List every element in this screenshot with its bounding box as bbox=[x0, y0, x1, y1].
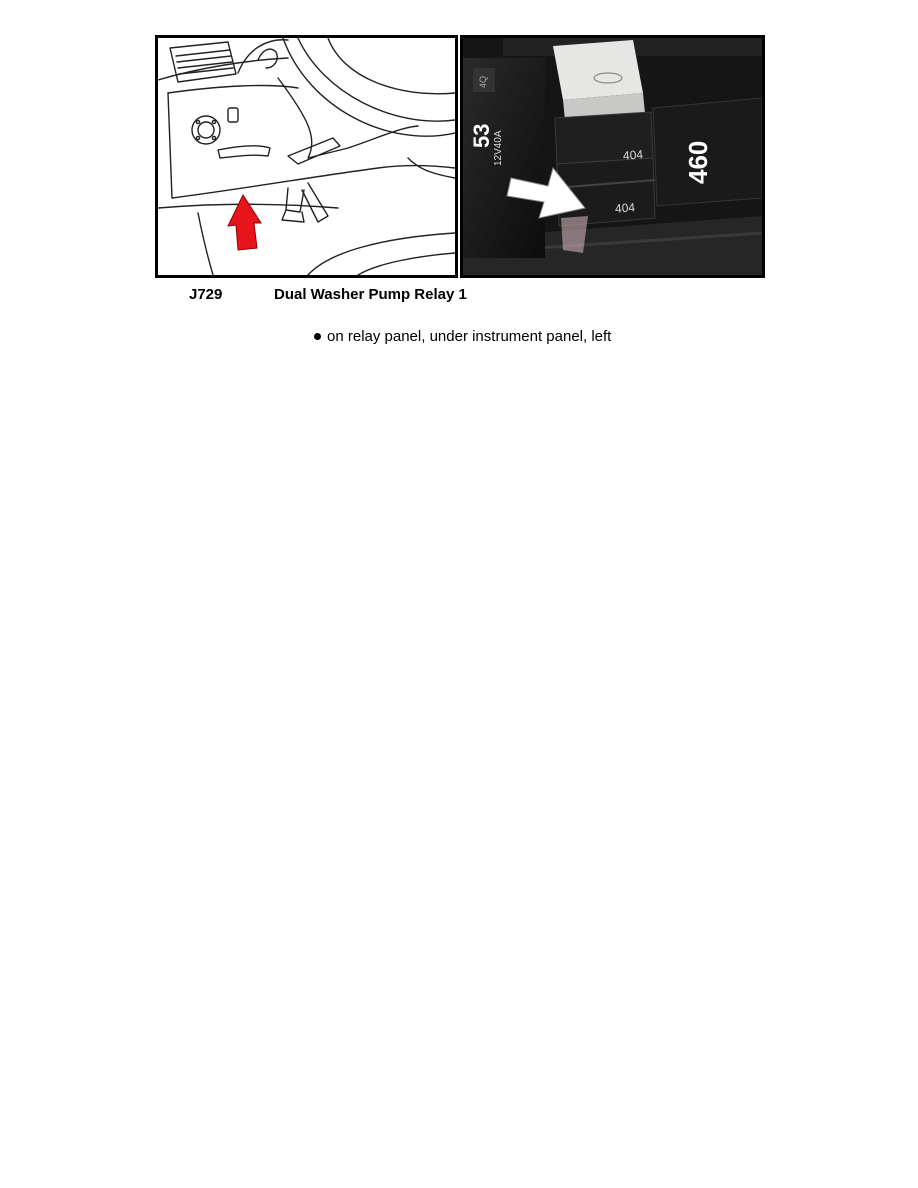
svg-text:4Q: 4Q bbox=[478, 75, 488, 88]
relay-panel-drawing bbox=[463, 38, 762, 275]
location-text: on relay panel, under instrument panel, left bbox=[327, 328, 612, 345]
footwell-illustration bbox=[155, 35, 458, 278]
component-name: Dual Washer Pump Relay 1 bbox=[274, 286, 467, 303]
location-bullet bbox=[314, 328, 611, 345]
component-code: J729 bbox=[189, 286, 223, 303]
fuse-number-label: 53 bbox=[469, 123, 494, 148]
footwell-drawing bbox=[158, 38, 455, 275]
relay-lower-number: 404 bbox=[614, 200, 636, 216]
fuse-rating-label: 12V40A bbox=[493, 130, 504, 166]
relay-right-number: 460 bbox=[683, 140, 713, 184]
relay-panel-photo bbox=[460, 35, 765, 278]
relay-upper-number: 404 bbox=[622, 147, 644, 163]
bullet-icon bbox=[314, 333, 321, 340]
red-arrow-icon bbox=[228, 195, 261, 250]
